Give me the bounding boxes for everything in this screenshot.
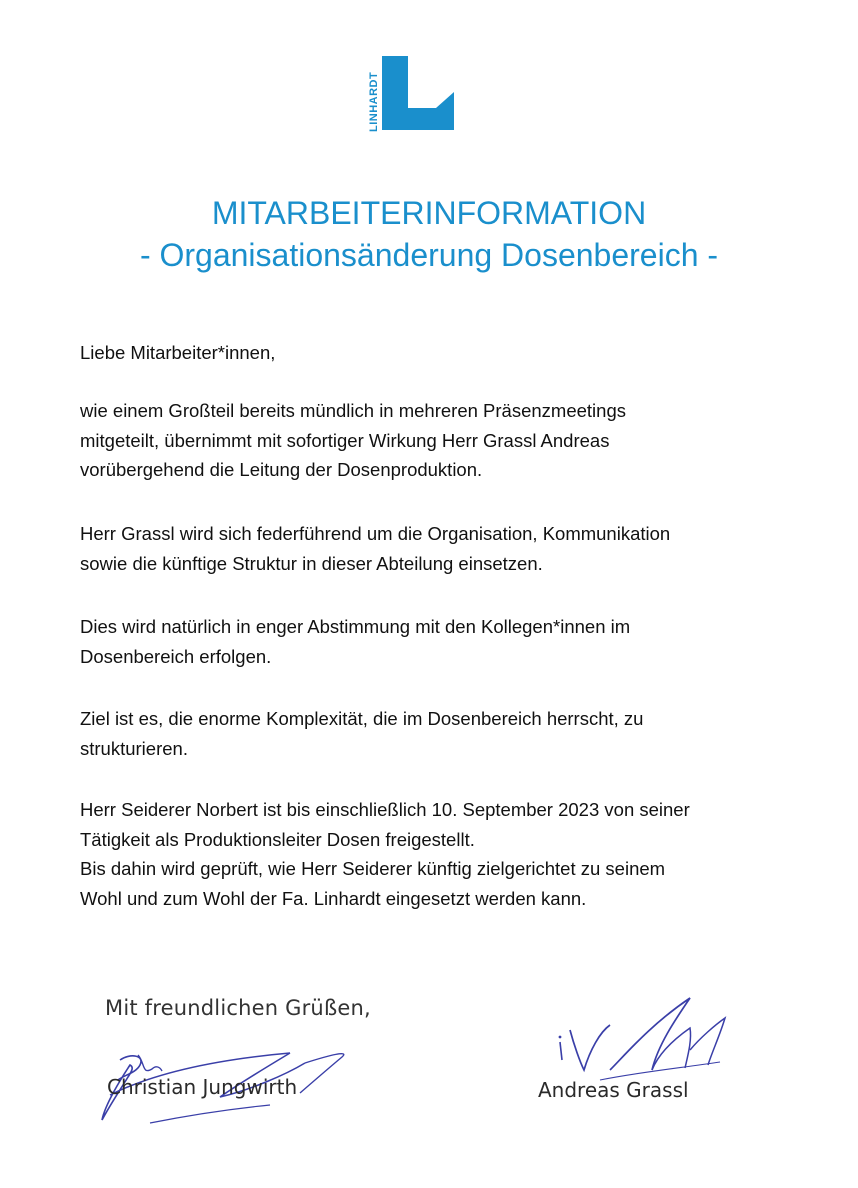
signatory-name-left: Christian Jungwirth <box>107 1075 298 1099</box>
text-line: Tätigkeit als Produktionsleiter Dosen freigestellt. <box>80 828 475 850</box>
signatory-name-right: Andreas Grassl <box>538 1078 689 1102</box>
logo-l-stem <box>382 56 408 130</box>
text-line: mitgeteilt, übernimmt mit sofortiger Wirkung Herr Grassl Andreas <box>80 429 610 451</box>
page-title: MITARBEITERINFORMATION <box>211 195 647 231</box>
text-line: Herr Seiderer Norbert ist bis einschließlich 10. September 2023 von seiner <box>80 799 690 820</box>
text-line: Herr Grassl wird sich federführend um die Organisation, Kommunikation <box>80 523 671 544</box>
text-line: Bis dahin wird geprüft, wie Herr Seiderer künftig zielgerichtet zu seinem <box>80 858 666 879</box>
text-line: Ziel ist es, die enorme Komplexität, die im Dosenbereich herrscht, zu <box>80 708 644 729</box>
linhardt-logo-icon <box>360 48 460 140</box>
paragraph-3 <box>80 612 800 671</box>
page-subtitle: - Organisationsänderung Dosenbereich - <box>139 237 719 273</box>
text-line: Dosenbereich erfolgen. <box>80 645 272 667</box>
closing-phrase: Mit freundlichen Grüßen, <box>105 996 371 1020</box>
greeting-line: Liebe Mitarbeiter*innen, <box>80 342 276 363</box>
text-line: strukturieren. <box>80 737 188 759</box>
logo-text: LINHARDT <box>368 71 380 132</box>
paragraph-2 <box>80 519 800 578</box>
text-line: Dies wird natürlich in enger Abstimmung mit den Kollegen*innen im <box>80 616 631 637</box>
text-line: vorübergehend die Leitung der Dosenproduktion. <box>80 459 483 480</box>
company-logo <box>360 48 460 140</box>
greeting <box>80 338 800 368</box>
paragraph-1 <box>80 396 800 485</box>
paragraph-5 <box>80 795 800 913</box>
text-line: sowie die künftige Struktur in dieser Abteilung einsetzen. <box>80 552 543 574</box>
paragraph-4 <box>80 704 800 763</box>
text-line: Wohl und zum Wohl der Fa. Linhardt eingesetzt werden kann. <box>80 887 587 909</box>
text-line: wie einem Großteil bereits mündlich in mehreren Präsenzmeetings <box>80 400 626 421</box>
